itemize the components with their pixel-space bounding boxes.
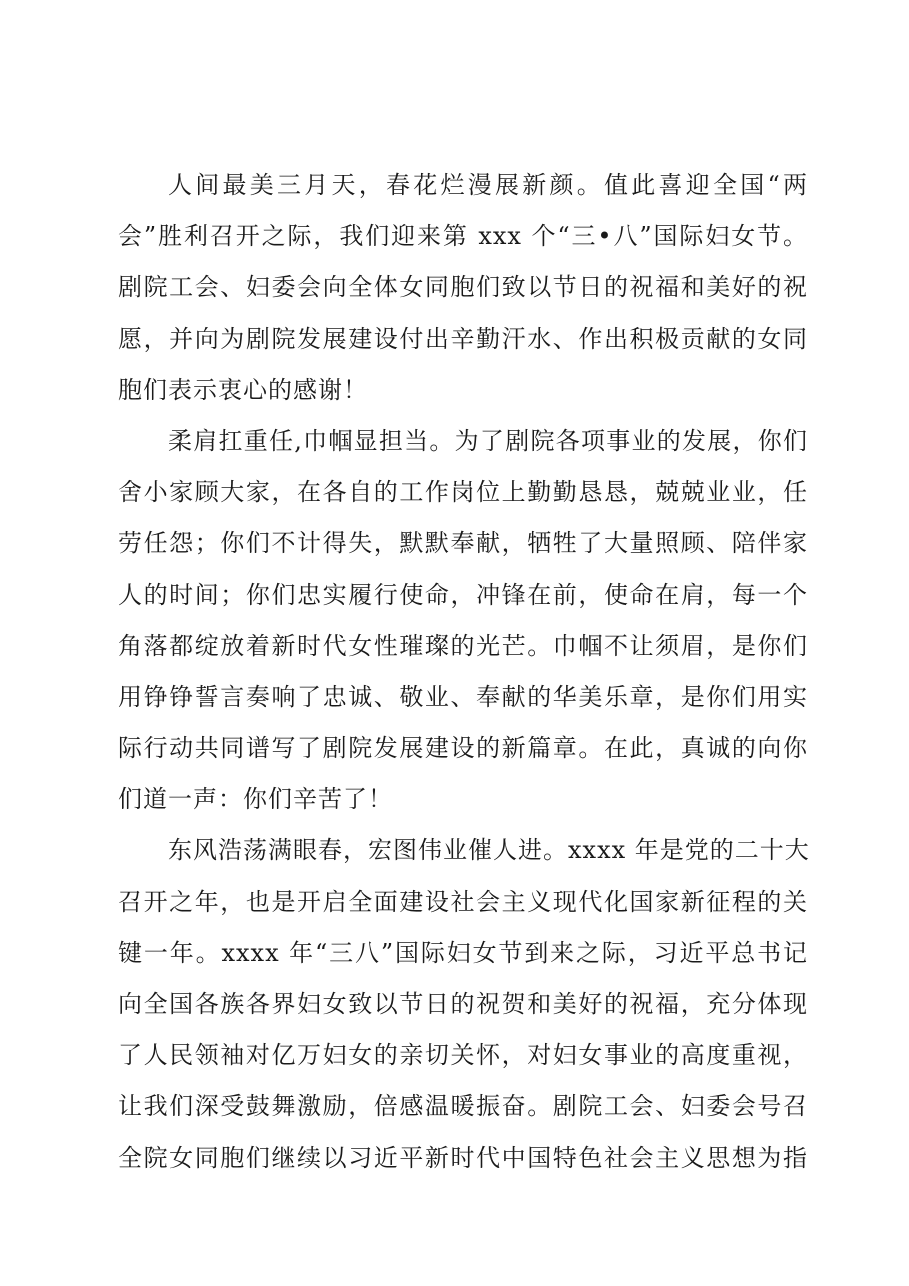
paragraph-3-line-5: 了人民领袖对亿万妇女的亲切关怀，对妇女事业的高度重视， (118, 1041, 808, 1070)
paragraph-2-line-7: 际行动共同谱写了剧院发展建设的新篇章。在此，真诚的向你 (118, 734, 808, 763)
paragraph-1-line-5: 胞们表示衷心的感谢！ (118, 375, 368, 404)
paragraph-2-line-8: 们道一声：你们辛苦了！ (118, 785, 393, 814)
paragraph-2-line-2: 舍小家顾大家，在各自的工作岗位上勤勤恳恳，兢兢业业，任 (118, 478, 808, 507)
paragraph-3-line-4: 向全国各族各界妇女致以节日的祝贺和美好的祝福，充分体现 (118, 990, 808, 1018)
paragraph-1-line-3: 剧院工会、妇委会向全体女同胞们致以节日的祝福和美好的祝 (118, 273, 808, 302)
paragraph-2-line-1: 柔肩扛重任,巾帼显担当。为了剧院各项事业的发展，你们 (168, 426, 808, 455)
paragraph-3-line-3: 键一年。xxxx 年“三八”国际妇女节到来之际，习近平总书记 (118, 938, 808, 967)
paragraph-2-line-6: 用铮铮誓言奏响了忠诚、敬业、奉献的华美乐章，是你们用实 (118, 682, 808, 711)
paragraph-3-line-7: 全院女同胞们继续以习近平新时代中国特色社会主义思想为指 (118, 1143, 808, 1172)
document-body (118, 160, 808, 1184)
paragraph-3-line-2: 召开之年，也是开启全面建设社会主义现代化国家新征程的关 (118, 887, 808, 916)
paragraph-2-line-3: 劳任怨；你们不计得失，默默奉献，牺牲了大量照顾、陪伴家 (118, 529, 808, 558)
paragraph-1-line-2: 会”胜利召开之际，我们迎来第 xxx 个“三•八”国际妇女节。 (118, 222, 808, 251)
paragraph-1-line-1: 人间最美三月天，春花烂漫展新颜。值此喜迎全国“两 (168, 171, 808, 199)
paragraph-1-line-4: 愿，并向为剧院发展建设付出辛勤汗水、作出积极贡献的女同 (118, 324, 808, 353)
paragraph-3-line-6: 让我们深受鼓舞激励，倍感温暖振奋。剧院工会、妇委会号召 (118, 1092, 808, 1121)
paragraph-2-line-5: 角落都绽放着新时代女性璀璨的光芒。巾帼不让须眉，是你们 (118, 631, 808, 660)
paragraph-3-line-1: 东风浩荡满眼春，宏图伟业催人进。xxxx 年是党的二十大 (168, 836, 810, 865)
paragraph-2-line-4: 人的时间；你们忠实履行使命，冲锋在前，使命在肩，每一个 (118, 580, 808, 609)
